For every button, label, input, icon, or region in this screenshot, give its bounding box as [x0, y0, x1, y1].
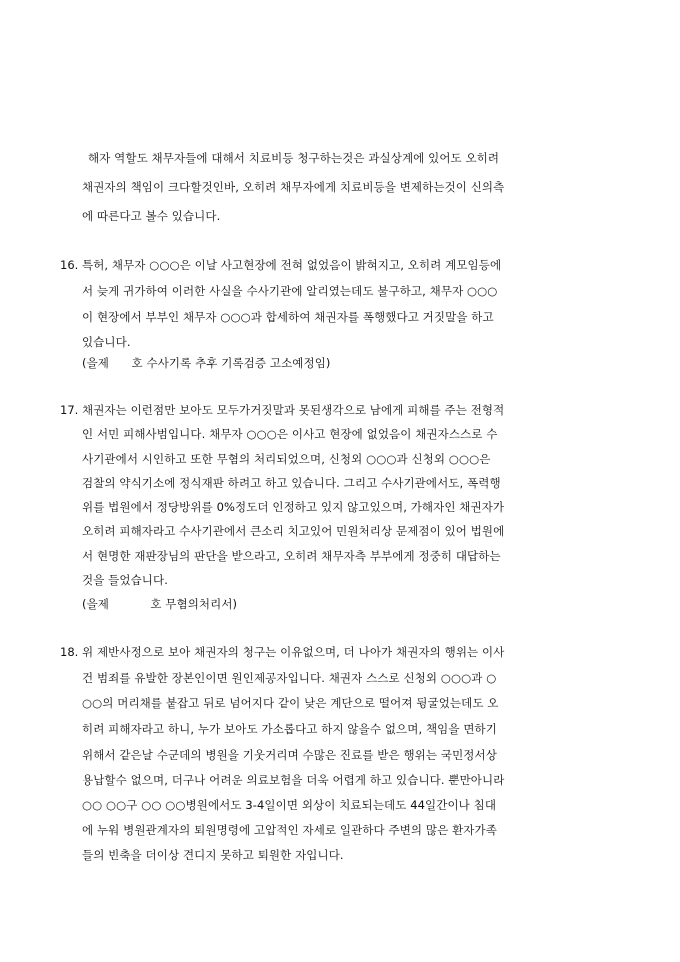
- section-line: 서 늦게 귀가하여 이러한 사실을 수사기관에 알리였는데도 불구하고, 채무자 ○○○: [82, 284, 498, 298]
- section-line: 특허, 채무자 ○○○은 이날 사고현장에 전혀 없었음이 밝혀지고, 오히려 계모임등에: [82, 258, 502, 272]
- section-line: ○○ ○○구 ○○ ○○병원에서도 3-4일이면 외상이 치료되는데도 44일간이나 침대: [82, 798, 497, 812]
- intro-line: 해자 역할도 채무자들에 대해서 치료비등 청구하는것은 과실상계에 있어도 오히려: [88, 151, 500, 165]
- section-line: 에 누워 병원관계자의 퇴원명령에 고압적인 자세로 일관하다 주변의 많은 환자가족: [82, 823, 497, 837]
- section-number: 16.: [60, 258, 79, 272]
- section-line: 위 제반사정으로 보아 채권자의 청구는 이유없으며, 더 나아가 채권자의 행위는 이사: [82, 645, 505, 659]
- section-line: 채권자는 이런점만 보아도 모두가거짓말과 못된생각으로 남에게 피해를 주는 전형적: [82, 403, 505, 417]
- section-line: 이 현장에서 부부인 채무자 ○○○과 합세하여 채권자를 폭행했다고 거짓말을 하고: [82, 310, 494, 324]
- section-line: 있습니다.: [82, 335, 131, 349]
- section-line: 들의 빈축을 더이상 견디지 못하고 퇴원한 자입니다.: [82, 848, 344, 862]
- section-note: (을제 호 무혐의처리서): [82, 597, 238, 611]
- section-line: 인 서민 피해사범입니다. 채무자 ○○○은 이사고 현장에 없었음이 채권자스스로 수: [82, 427, 498, 441]
- section-number: 18.: [60, 645, 79, 659]
- section-line: 검찰의 약식기소에 정식재판 하려고 하고 있습니다. 그리고 수사기관에서도, 폭력행: [82, 476, 501, 490]
- section-line: 위를 법원에서 정당방위를 0%정도더 인정하고 있지 않고있으며, 가해자인 채권자가: [82, 500, 505, 514]
- intro-line: 에 따른다고 볼수 있습니다.: [82, 209, 221, 223]
- section-number: 17.: [60, 403, 79, 417]
- section-line: 사기관에서 시인하고 또한 무혐의 처리되었으며, 신청외 ○○○과 신청외 ○○○은: [82, 452, 491, 466]
- intro-line: 채권자의 책임이 크다할것인바, 오히려 채무자에게 치료비등을 변제하는것이 신의측: [82, 180, 505, 194]
- section-line: 건 범죄를 유발한 장본인이면 원인제공자입니다. 채권자 스스로 신청외 ○○○과 ○: [82, 671, 497, 685]
- section-line: 서 현명한 재판장님의 판단을 받으라고, 오히려 채무자측 부부에게 정중히 대답하는: [82, 549, 501, 563]
- section-line: 오히려 피해자라고 수사기관에서 큰소리 치고있어 민원처리상 문제점이 있어 법원에: [82, 524, 505, 538]
- section-line: 히려 피해자라고 하니, 누가 보아도 가소롭다고 하지 않을수 없으며, 책임을 면하기: [82, 722, 497, 736]
- section-line: 위해서 같은날 수군데의 병원을 기웃거리며 수많은 진료를 받은 행위는 국민정서상: [82, 748, 497, 762]
- section-line: 용납할수 없으며, 더구나 어려운 의료보험을 더욱 어렵게 하고 있습니다. 뿐만아니라: [82, 773, 505, 787]
- section-line: ○○의 머리채를 붙잡고 뒤로 넘어지다 같이 낮은 계단으로 떨어져 뒹굴었는데도 오: [82, 696, 499, 710]
- section-line: 것을 들었습니다.: [82, 573, 168, 587]
- section-note: (을제 호 수사기록 추후 기록검증 고소예정임): [82, 356, 331, 370]
